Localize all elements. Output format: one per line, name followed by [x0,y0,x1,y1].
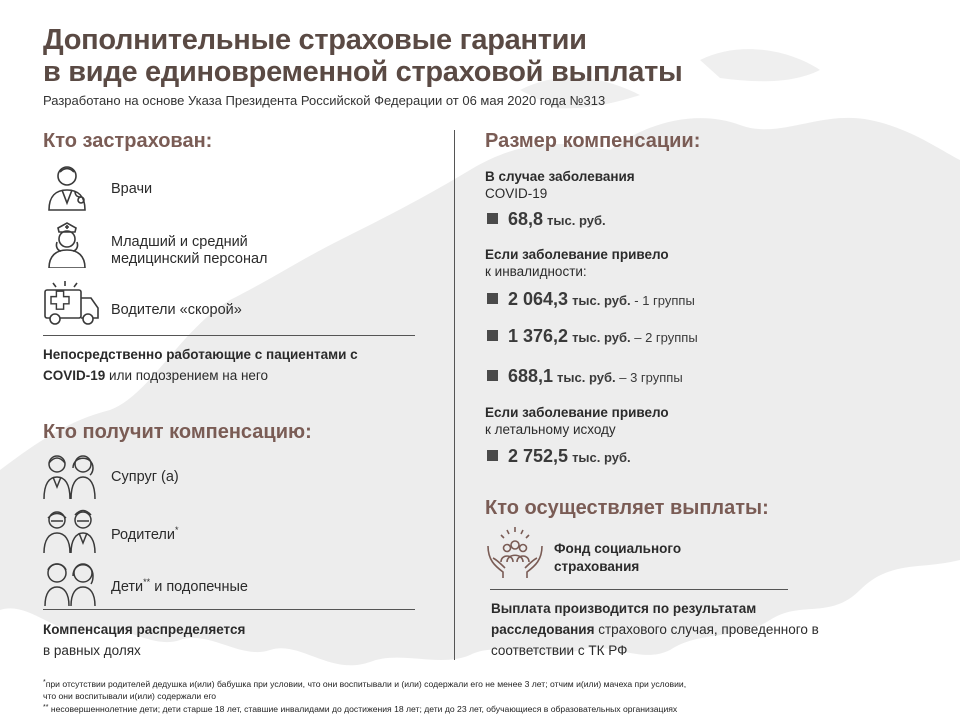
bullet-square [487,293,498,304]
amount-death: 2 752,5 тыс. руб. [487,446,631,467]
parents-icon [43,505,99,553]
compensation-heading: Размер компенсации: [485,130,701,152]
recipients-divider [43,609,415,610]
case-covid-label: В случае заболевания COVID-19 [485,169,635,201]
bullet-square [487,450,498,461]
bullet-square [487,213,498,224]
ambulance-icon [43,278,99,326]
insured-note: Непосредственно работающие с пациентами с COVID-19 или подозрением на него [43,347,358,383]
nurse-icon [43,220,99,268]
spouses-icon [43,451,99,499]
payer-name: Фонд социального страхования [554,541,682,574]
page-title: Дополнительные страховые гарантии в виде единовременной страховой выплаты [43,24,683,88]
doctor-icon [43,163,99,211]
amount-disability-1: 2 064,3 тыс. руб. - 1 группы [487,289,695,310]
recipients-heading: Кто получит компенсацию: [43,421,312,443]
recipient-item-spouse: Супруг (а) [111,469,179,485]
recipient-item-children: Дети** и подопечные [111,577,248,595]
insured-item-doctors: Врачи [111,181,153,197]
insured-divider [43,335,415,336]
children-icon [43,558,99,606]
amount-disability-2: 1 376,2 тыс. руб. – 2 группы [487,326,698,347]
insured-item-nurses: Младший и средний медицинский персонал [111,234,268,267]
footnote-mark-1: * [174,525,179,535]
footnotes: *при отсутствии родителей дедушка и(или) бабушка при условии, что они воспитывали и (или) содержали его не менее 3 лет; отчим и(или) мачеха при условии, что они воспитывали и(или) содержали его ** несовершеннолетние дети; дети старше 18 лет, ставшие инвалидами до достижения 18 лет; дети до 23 лет, обучающиеся в образовательных организациях [43,679,687,714]
payer-divider [490,589,788,590]
case-disability-label: Если заболевание привело к инвалидности: [485,247,669,279]
payer-note: Выплата производится по результатам расследования страхового случая, проведенного в соответствии с ТК РФ [491,601,819,658]
page-subtitle: Разработано на основе Указа Президента Российской Федерации от 06 мая 2020 года №313 [43,93,606,108]
column-divider [454,130,455,660]
recipient-item-parents: Родители* [111,525,179,543]
insured-item-drivers: Водители «скорой» [111,302,242,318]
amount-disability-3: 688,1 тыс. руб. – 3 группы [487,366,683,387]
amount-covid: 68,8 тыс. руб. [487,209,606,230]
payer-heading: Кто осуществляет выплаты: [485,497,769,519]
bullet-square [487,370,498,381]
recipients-note: Компенсация распределяется в равных долях [43,622,246,658]
case-death-label: Если заболевание привело к летальному исходу [485,405,669,437]
insured-heading: Кто застрахован: [43,130,213,152]
bullet-square [487,330,498,341]
fss-hands-icon [485,526,545,574]
footnote-mark-2: ** [143,577,151,587]
